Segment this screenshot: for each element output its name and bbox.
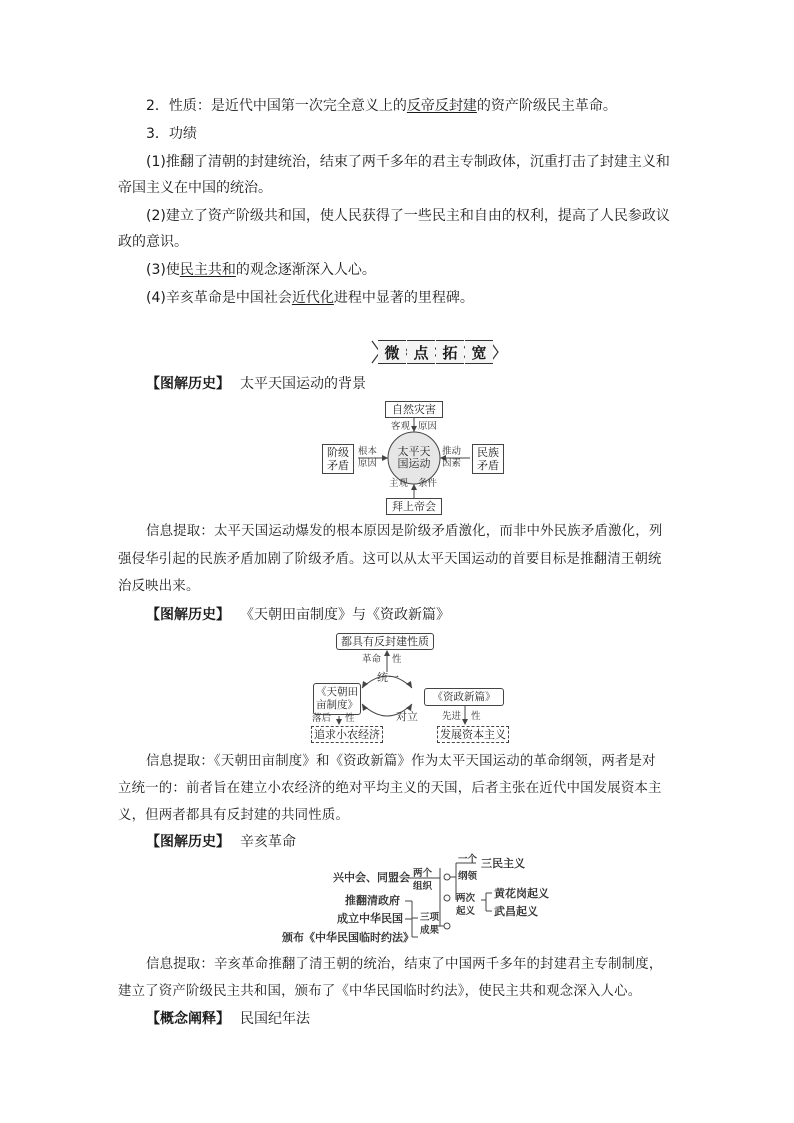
natural-disaster-box: 自然灾害 xyxy=(385,401,443,418)
banner-char-4: 宽 xyxy=(465,340,493,364)
banner-char-3: 拓 xyxy=(436,340,464,364)
achievement-4-text: (4)辛亥革命是中国社会 xyxy=(146,290,292,306)
taiping-center: 太平天国运动 xyxy=(397,445,431,470)
banner-char-1: 微 xyxy=(378,340,406,364)
class-conflict-box: 阶级矛盾 xyxy=(322,444,354,474)
nature-underlined: 反帝反封建 xyxy=(406,98,477,114)
capitalism-box: 发展资本主义 xyxy=(437,726,509,743)
uprisings-label: 起义 xyxy=(456,906,476,917)
organizations-label: 兴中会、同盟会 xyxy=(333,871,410,884)
info1-line1: 信息提取：太平天国运动爆发的根本原因是阶级矛盾激化，而非中外民族矛盾激化，列 xyxy=(146,524,663,539)
huanghuagang-uprising: 黄花岗起义 xyxy=(494,887,549,900)
small-peasant-box: 追求小农经济 xyxy=(311,726,383,743)
banner-char-2: 点 xyxy=(407,340,435,364)
advanced-label: 先进 xyxy=(442,711,462,722)
two-uprisings-label: 两次 xyxy=(456,893,476,904)
advanced-nature-label: 性 xyxy=(471,711,481,722)
two-orgs-label: 两个 xyxy=(413,868,433,879)
diagram3-title: 辛亥革命 xyxy=(240,834,296,850)
driving-factor-label: 推动因素 xyxy=(442,446,462,469)
three-results-label: 三项 xyxy=(420,912,440,923)
info1-line2: 强侵华引起的民族矛盾加剧了阶级矛盾。这可以从太平天国运动的首要目标是推翻清王朝统 xyxy=(118,552,662,567)
diagram2-tag: 【图解历史】 xyxy=(146,607,230,623)
found-roc: 成立中华民国 xyxy=(337,912,403,925)
info1-line3: 治反映出来。 xyxy=(118,579,200,594)
achievement-4-text-end: 进程中显著的里程碑。 xyxy=(333,290,474,306)
achievement-3-text-end: 的观念逐渐深入人心。 xyxy=(235,262,376,278)
backward-nature-label: 性 xyxy=(345,713,355,724)
achievement-4-underlined: 近代化 xyxy=(291,290,334,306)
achievement-3-underlined: 民主共和 xyxy=(179,262,236,278)
subjective-label: 主观 xyxy=(389,478,409,489)
revolutionary-nature-label: 性 xyxy=(392,654,402,665)
overthrow-qing: 推翻清政府 xyxy=(345,894,400,907)
achievement-1-cont: 帝国主义在中国的统治。 xyxy=(118,180,272,196)
zizheng-box: 《资政新篇》 xyxy=(424,688,504,706)
info2-line2: 立统一的：前者旨在建立小农经济的绝对平均主义的天国，后者主张在近代中国发展资本主 xyxy=(118,781,662,796)
root-cause-label: 根本原因 xyxy=(358,446,378,469)
diagram2-title: 《天朝田亩制度》与《资政新篇》 xyxy=(240,607,450,623)
three-principles: 三民主义 xyxy=(481,857,525,870)
nature-text-end: 的资产阶级民主革命。 xyxy=(476,98,617,114)
diagram1-title: 太平天国运动的背景 xyxy=(240,376,366,392)
condition-label: 条件 xyxy=(418,478,438,489)
achievement-heading: 3．功绩 xyxy=(146,126,197,142)
nature-text: 2．性质：是近代中国第一次完全意义上的 xyxy=(146,98,407,114)
achievement-2: (2)建立了资产阶级共和国，使人民获得了一些民主和自由的权利，提高了人民参政议 xyxy=(146,208,670,224)
god-worship-society-box: 拜上帝会 xyxy=(386,498,442,515)
revolutionary-label: 革命 xyxy=(362,654,382,665)
opposition-label: 对立 xyxy=(396,710,418,723)
wuchang-uprising: 武昌起义 xyxy=(494,905,538,918)
orgs-label: 组织 xyxy=(413,881,433,892)
achievement-1: (1)推翻了清朝的封建统治，结束了两千多年的君主专制政体，沉重打击了封建主义和 xyxy=(146,154,670,170)
diagram3-tag: 【图解历史】 xyxy=(146,834,230,850)
program-label: 纲领 xyxy=(458,871,478,882)
cause-label: 原因 xyxy=(418,421,438,432)
achievement-2-cont: 政的意识。 xyxy=(118,234,188,250)
diagram1-tag: 【图解历史】 xyxy=(146,376,230,392)
concept-title: 民国纪年法 xyxy=(240,1011,310,1027)
ethnic-conflict-box: 民族矛盾 xyxy=(472,444,504,474)
tianchao-box: 《天朝田亩制度》 xyxy=(313,683,361,715)
objective-label: 客观 xyxy=(391,421,411,432)
info2-line1: 信息提取：《天朝田亩制度》和《资政新篇》作为太平天国运动的革命纲领，两者是对 xyxy=(146,754,656,769)
achievement-3-text: (3)使 xyxy=(146,262,180,278)
results-label: 成果 xyxy=(420,925,440,936)
concept-tag: 【概念阐释】 xyxy=(146,1011,230,1027)
provisional-constitution: 颁布《中华民国临时约法》 xyxy=(282,931,414,944)
info2-line3: 义，但两者都具有反封建的共同性质。 xyxy=(118,808,350,823)
anti-feudal-box: 都具有反封建性质 xyxy=(336,633,434,650)
info3-line1: 信息提取：辛亥革命推翻了清王朝的统治，结束了中国两千多年的封建君主专制制度， xyxy=(146,957,663,972)
unity-label: 统一 xyxy=(377,671,399,684)
backward-label: 落后 xyxy=(312,713,332,724)
one-label: 一个 xyxy=(458,854,478,865)
info3-line2: 建立了资产阶级民主共和国，颁布了《中华民国临时约法》，使民主共和观念深入人心。 xyxy=(118,984,642,999)
concept-heading xyxy=(146,1009,310,1029)
